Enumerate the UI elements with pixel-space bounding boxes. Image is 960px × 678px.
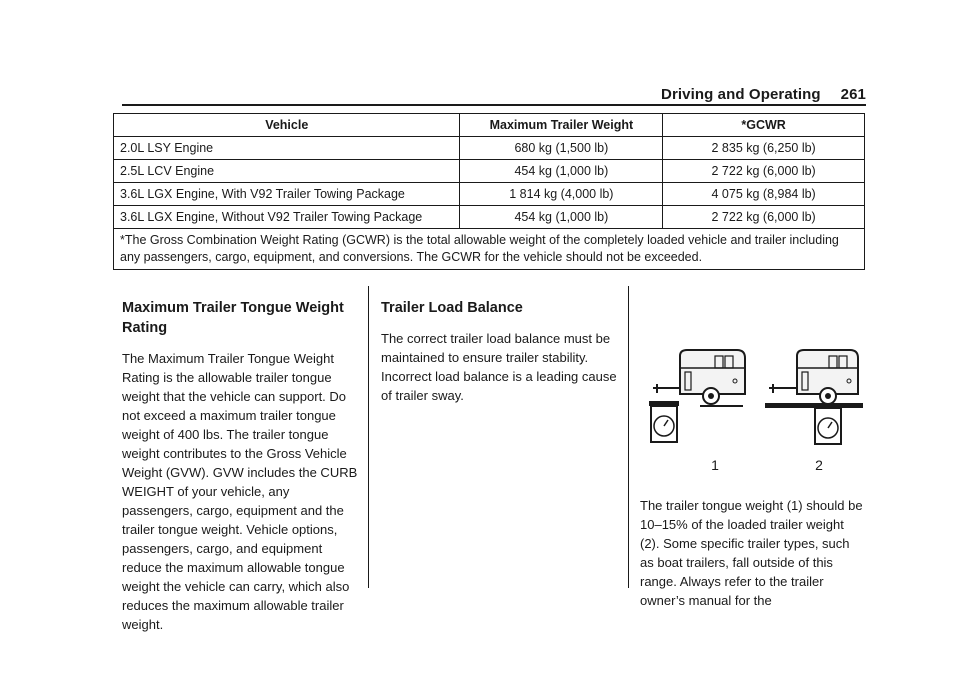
page-number: 261 (840, 86, 866, 103)
table-row (114, 206, 865, 229)
section-body: The trailer tongue weight (1) should be 10–15% of the loaded trailer weight (2). Some specific trailer types, such as boat trailers, fall outside of this range. Always refer to the trailer owner’s manual for the (640, 498, 863, 608)
trailer-2-icon (765, 350, 863, 444)
table-cell: 680 kg (1,500 lb) (460, 137, 663, 160)
table-cell: 2 722 kg (6,000 lb) (663, 206, 865, 229)
table-footnote-row (114, 229, 865, 270)
section-title: Driving and Operating (661, 86, 821, 103)
load-balance-section (381, 298, 617, 405)
table-cell: 2.5L LCV Engine (114, 160, 460, 183)
tongue-weight-guidance (640, 496, 866, 610)
tongue-weight-section (122, 298, 358, 634)
section-body: The correct trailer load balance must be maintained to ensure trailer stability. Incorrect load balance is a leading cause of trailer sway. (381, 331, 617, 403)
table-cell: 1 814 kg (4,000 lb) (460, 183, 663, 206)
column-divider (628, 286, 629, 588)
column-header: Maximum Trailer Weight (460, 114, 663, 137)
figure-label-2: 2 (815, 457, 823, 473)
table-cell: 3.6L LGX Engine, With V92 Trailer Towing Package (114, 183, 460, 206)
table-row (114, 183, 865, 206)
table-cell: 4 075 kg (8,984 lb) (663, 183, 865, 206)
table-footnote: *The Gross Combination Weight Rating (GCWR) is the total allowable weight of the completely loaded vehicle and trailer including any passengers, cargo, equipment, and conversions. The GCWR for the vehicle should not be exceeded. (114, 229, 865, 270)
trailer-balance-illustration (645, 346, 865, 476)
table-header-row (114, 114, 865, 137)
table-cell: 2 722 kg (6,000 lb) (663, 160, 865, 183)
trailer-weight-table (113, 113, 865, 270)
figure-label-1: 1 (711, 457, 719, 473)
column-divider (368, 286, 369, 588)
table-cell: 3.6L LGX Engine, Without V92 Trailer Towing Package (114, 206, 460, 229)
page-header (122, 83, 866, 103)
trailer-1-icon (649, 350, 745, 442)
table-row (114, 160, 865, 183)
section-body: The Maximum Trailer Tongue Weight Rating is the allowable trailer tongue weight that the vehicle can support. Do not exceed a maximum trailer tongue weight of 400 lbs. The trailer tongue weight contributes to the Gross Vehicle Weight (GVW). GVW includes the CURB WEIGHT of your vehicle, any passengers, cargo, equipment and the trailer tongue weight. Vehicle options, passengers, cargo, and equipment reduce the maximum allowable tongue weight the vehicle can carry, which also reduces the maximum allowable trailer weight. (122, 351, 358, 632)
header-rule (122, 104, 866, 106)
table-row (114, 137, 865, 160)
column-header: Vehicle (114, 114, 460, 137)
table-cell: 454 kg (1,000 lb) (460, 160, 663, 183)
trailer-diagram (645, 346, 865, 476)
table-cell: 2.0L LSY Engine (114, 137, 460, 160)
column-header: *GCWR (663, 114, 865, 137)
section-heading: Maximum Trailer Tongue Weight Rating (122, 300, 344, 336)
section-heading: Trailer Load Balance (381, 300, 523, 316)
table-cell: 2 835 kg (6,250 lb) (663, 137, 865, 160)
table-cell: 454 kg (1,000 lb) (460, 206, 663, 229)
